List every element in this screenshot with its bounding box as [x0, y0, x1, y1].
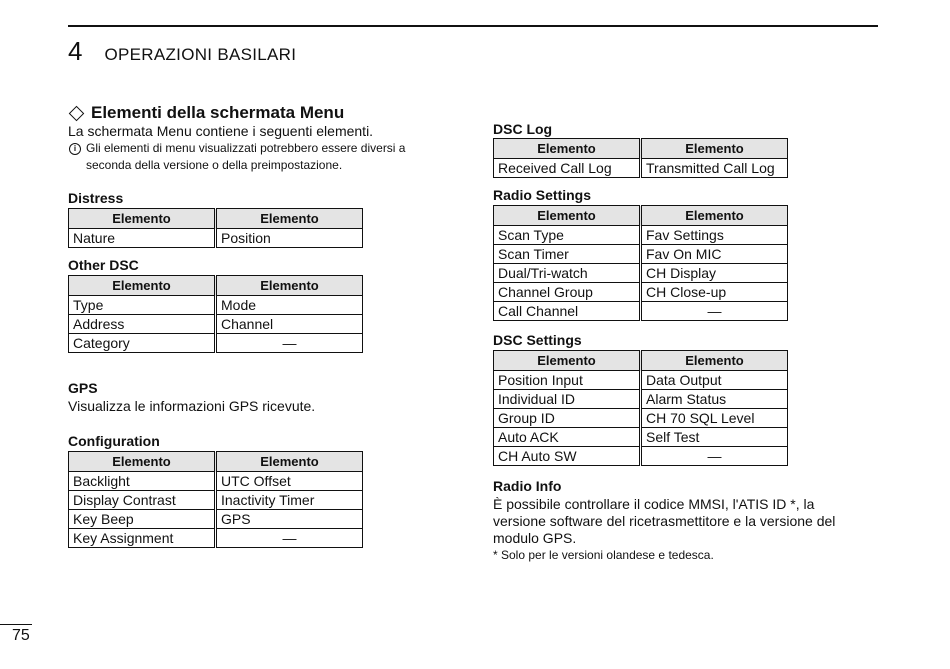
table-cell: Call Channel [494, 302, 641, 321]
table-header-row [494, 206, 788, 226]
table-cell: Address [69, 315, 216, 334]
table-cell: Type [69, 296, 216, 315]
radio-info-title: Radio Info [493, 478, 562, 494]
column-header: Elemento [641, 206, 788, 226]
table-header-row [69, 276, 363, 296]
table-cell: Inactivity Timer [216, 491, 363, 510]
section-heading [68, 103, 344, 123]
radio-info-line-2: versione software del ricetrasmettitore e la versione del [493, 513, 836, 529]
table-cell: Auto ACK [494, 428, 641, 447]
table-cell: — [216, 334, 363, 353]
table-cell: Channel Group [494, 283, 641, 302]
table-cell: Data Output [641, 371, 788, 390]
table-header-row [494, 139, 788, 159]
table-cell: — [216, 529, 363, 548]
column-header: Elemento [641, 139, 788, 159]
table-cell: Individual ID [494, 390, 641, 409]
dsc-log-table [493, 138, 788, 178]
info-icon: i [69, 143, 81, 155]
table-cell: Scan Timer [494, 245, 641, 264]
column-header: Elemento [216, 276, 363, 296]
distress-title: Distress [68, 190, 124, 206]
table-cell: Category [69, 334, 216, 353]
table-row [494, 226, 788, 245]
table-cell: Key Assignment [69, 529, 216, 548]
configuration-title: Configuration [68, 433, 160, 449]
table-row [494, 159, 788, 178]
table-cell: CH Close-up [641, 283, 788, 302]
dsc-settings-title: DSC Settings [493, 332, 582, 348]
section-title: Elementi della schermata Menu [91, 103, 345, 122]
table-cell: Scan Type [494, 226, 641, 245]
table-row [494, 390, 788, 409]
table-cell: Position Input [494, 371, 641, 390]
section-intro: La schermata Menu contiene i seguenti elementi. [68, 123, 374, 139]
table-row [69, 229, 363, 248]
dsc-log-title: DSC Log [493, 121, 553, 137]
table-cell: Mode [216, 296, 363, 315]
table-row [494, 283, 788, 302]
column-header: Elemento [494, 206, 641, 226]
gps-text: Visualizza le informazioni GPS ricevute. [68, 398, 316, 414]
table-cell: Self Test [641, 428, 788, 447]
column-header: Elemento [216, 452, 363, 472]
column-header: Elemento [69, 276, 216, 296]
table-cell: — [641, 447, 788, 466]
table-row [69, 472, 363, 491]
table-cell: Backlight [69, 472, 216, 491]
table-row [69, 510, 363, 529]
note-text: Gli elementi di menu visualizzati potrebbero essere diversi a seconda della versione o della preimpostazione. [86, 141, 406, 172]
radio-settings-title: Radio Settings [493, 187, 592, 203]
table-cell: Nature [69, 229, 216, 248]
table-cell: Transmitted Call Log [641, 159, 788, 178]
table-cell: Received Call Log [494, 159, 641, 178]
gps-title: GPS [68, 380, 98, 396]
table-row [494, 409, 788, 428]
table-cell: CH Display [641, 264, 788, 283]
column-header: Elemento [216, 209, 363, 229]
table-row [494, 447, 788, 466]
table-cell: — [641, 302, 788, 321]
other-dsc-title: Other DSC [68, 257, 139, 273]
dsc-settings-table [493, 350, 788, 466]
table-cell: CH Auto SW [494, 447, 641, 466]
table-row [494, 264, 788, 283]
table-cell: Channel [216, 315, 363, 334]
radio-info-line-3: modulo GPS. [493, 530, 577, 546]
diamond-icon [69, 105, 85, 121]
column-header: Elemento [494, 139, 641, 159]
distress-table [68, 208, 363, 248]
table-cell: GPS [216, 510, 363, 529]
table-row [494, 302, 788, 321]
table-cell: Position [216, 229, 363, 248]
table-cell: CH 70 SQL Level [641, 409, 788, 428]
table-row [69, 315, 363, 334]
table-header-row [494, 351, 788, 371]
table-cell: Alarm Status [641, 390, 788, 409]
table-cell: UTC Offset [216, 472, 363, 491]
table-cell: Dual/Tri-watch [494, 264, 641, 283]
other-dsc-table [68, 275, 363, 353]
table-cell: Display Contrast [69, 491, 216, 510]
radio-settings-table [493, 205, 788, 321]
table-cell: Key Beep [69, 510, 216, 529]
chapter-header [68, 36, 296, 68]
table-cell: Fav On MIC [641, 245, 788, 264]
column-header: Elemento [69, 209, 216, 229]
chapter-title: OPERAZIONI BASILARI [104, 45, 297, 64]
table-row [494, 371, 788, 390]
table-row [69, 296, 363, 315]
table-row [69, 529, 363, 548]
column-header: Elemento [69, 452, 216, 472]
table-row [69, 334, 363, 353]
chapter-number: 4 [68, 36, 83, 66]
configuration-table [68, 451, 363, 548]
table-header-row [69, 209, 363, 229]
column-header: Elemento [641, 351, 788, 371]
section-note [68, 140, 438, 174]
top-rule [68, 25, 878, 27]
table-cell: Fav Settings [641, 226, 788, 245]
column-header: Elemento [494, 351, 641, 371]
radio-info-line-1: È possibile controllare il codice MMSI, l'ATIS ID *, la [493, 496, 815, 512]
table-row [69, 491, 363, 510]
radio-info-footnote: * Solo per le versioni olandese e tedesca. [493, 548, 714, 562]
page-number: 75 [12, 627, 30, 644]
table-row [494, 428, 788, 447]
page-number-rule [0, 624, 32, 625]
table-row [494, 245, 788, 264]
table-header-row [69, 452, 363, 472]
table-cell: Group ID [494, 409, 641, 428]
